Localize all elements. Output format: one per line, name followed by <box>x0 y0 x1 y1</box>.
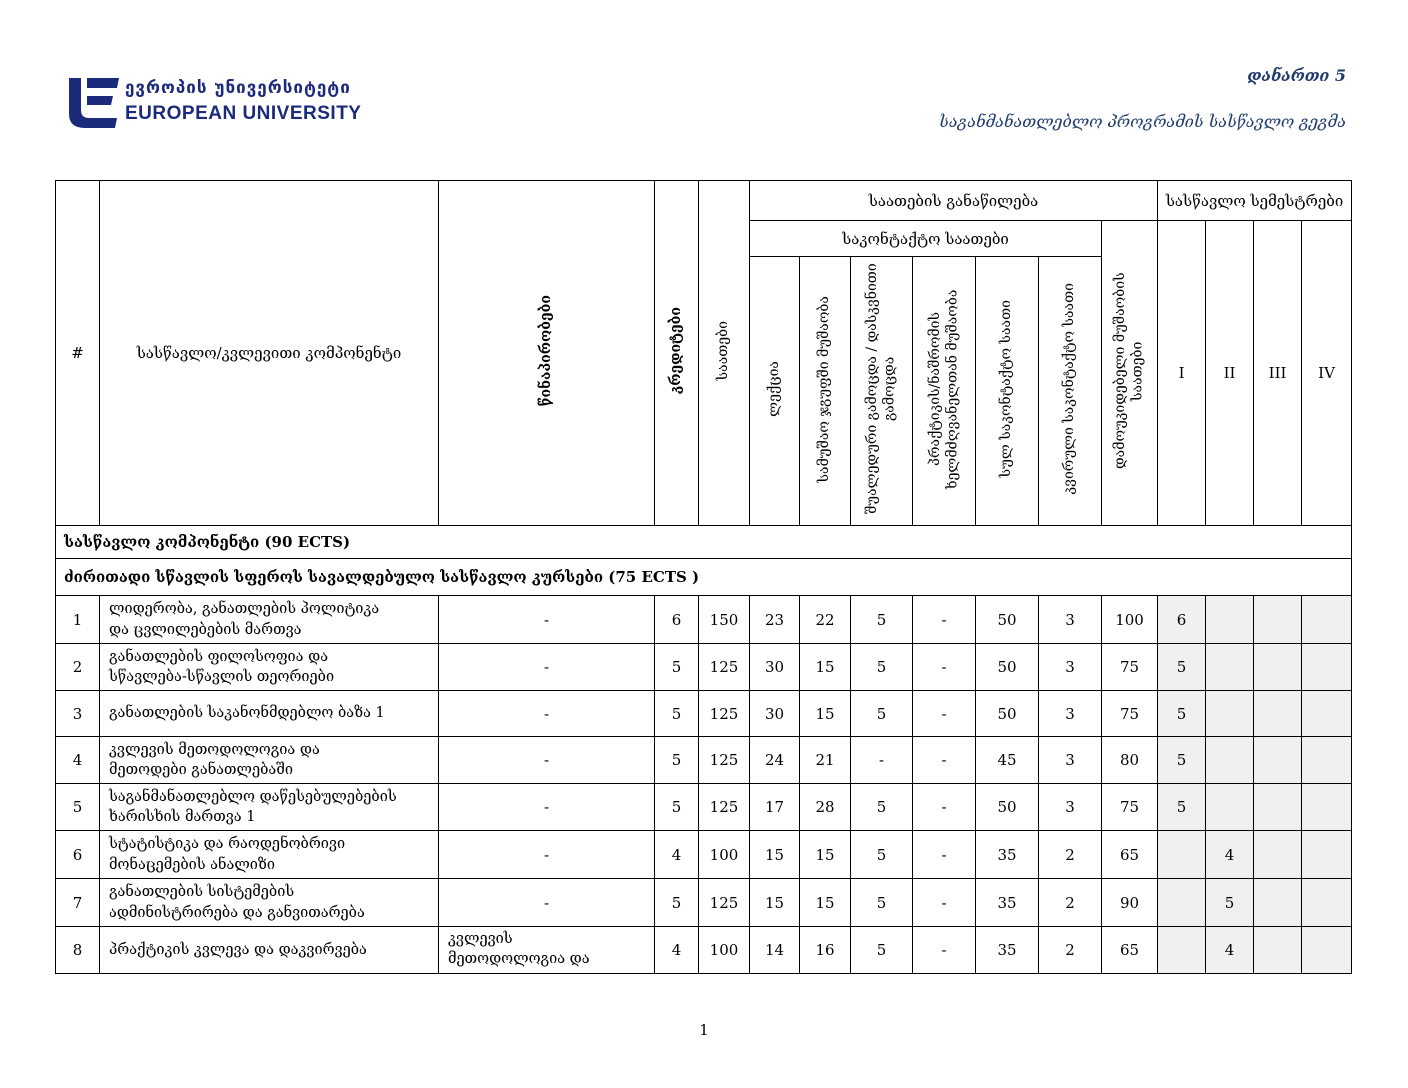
semester-cell <box>1302 691 1352 737</box>
course-name-line: განათლების საკანონმდებლო ბაზა 1 <box>109 705 385 722</box>
course-name-line: მეთოდები განათლებაში <box>109 762 293 778</box>
cell-hours: 125 <box>699 691 750 737</box>
table-row <box>56 879 1352 927</box>
section-label: სასწავლო კომპონენტი (90 ECTS) <box>56 526 1352 559</box>
header-lecture: ლექცია <box>750 257 800 526</box>
semester-cell <box>1302 644 1352 691</box>
header-hour-distribution: საათების განაწილება <box>750 181 1158 221</box>
cell-credits: 4 <box>655 831 699 879</box>
row-number: 6 <box>56 831 100 879</box>
cell-mid: 5 <box>851 927 913 974</box>
header-independent: დამოუკიდებელი მუშაობის საათები <box>1102 221 1158 526</box>
semester-cell <box>1302 737 1352 784</box>
semester-cell <box>1206 737 1254 784</box>
cell-ind: 75 <box>1102 644 1158 691</box>
prerequisite-line: - <box>543 658 550 676</box>
table-row <box>56 737 1352 784</box>
semester-cell: 4 <box>1206 927 1254 974</box>
prerequisite <box>439 784 655 831</box>
course-name <box>100 596 439 644</box>
table-row <box>56 644 1352 691</box>
cell-lec: 23 <box>750 596 800 644</box>
header-semester-4: IV <box>1302 221 1352 526</box>
semester-cell <box>1158 879 1206 927</box>
cell-fin: 3 <box>1039 784 1102 831</box>
cell-mid: 5 <box>851 784 913 831</box>
cell-sem: 16 <box>800 927 851 974</box>
course-name <box>100 927 439 974</box>
cell-sem: 22 <box>800 596 851 644</box>
cell-prac: - <box>913 831 976 879</box>
cell-sem: 21 <box>800 737 851 784</box>
cell-prac: - <box>913 596 976 644</box>
section-label: ძირითადი სწავლის სფეროს სავალდებულო სასწავლო კურსები (75 ECTS ) <box>56 559 1352 596</box>
header-number: # <box>56 181 100 526</box>
logo-text-georgian: ევროპის უნივერსიტეტი <box>125 78 351 98</box>
semester-cell <box>1254 879 1302 927</box>
semester-cell <box>1206 691 1254 737</box>
cell-ind: 65 <box>1102 927 1158 974</box>
course-name-line: სწავლება-სწავლის თეორიები <box>109 669 335 685</box>
cell-tot: 50 <box>976 644 1039 691</box>
cell-hours: 125 <box>699 784 750 831</box>
semester-cell <box>1254 927 1302 974</box>
cell-ind: 100 <box>1102 596 1158 644</box>
prerequisite <box>439 831 655 879</box>
cell-mid: 5 <box>851 879 913 927</box>
prerequisite-line: - <box>543 845 550 864</box>
header-midterm: შუალედური გამოცდა / დასკვნითი გამოცდა <box>851 257 913 526</box>
cell-mid: - <box>851 737 913 784</box>
prerequisite <box>439 644 655 691</box>
course-name <box>100 691 439 737</box>
cell-fin: 3 <box>1039 644 1102 691</box>
row-number: 4 <box>56 737 100 784</box>
semester-cell <box>1254 596 1302 644</box>
semester-cell <box>1254 644 1302 691</box>
semester-cell: 4 <box>1206 831 1254 879</box>
header-semester-1: I <box>1158 221 1206 526</box>
row-number: 2 <box>56 644 100 691</box>
cell-tot: 50 <box>976 691 1039 737</box>
course-name-line: სტატისტიკა და რაოდენობრივი <box>109 836 346 853</box>
logo-emblem-icon <box>59 74 121 130</box>
prerequisite-line: - <box>543 704 550 723</box>
cell-tot: 35 <box>976 831 1039 879</box>
semester-cell: 5 <box>1158 784 1206 831</box>
annex-label: დანართი 5 <box>1247 66 1346 85</box>
cell-prac: - <box>913 644 976 691</box>
cell-hours: 125 <box>699 737 750 784</box>
table-row <box>56 596 1352 644</box>
prerequisite <box>439 927 655 974</box>
semester-cell <box>1302 784 1352 831</box>
course-name <box>100 784 439 831</box>
prerequisite <box>439 879 655 927</box>
prerequisite-line: - <box>543 798 550 816</box>
logo-text-english: EUROPEAN UNIVERSITY <box>125 103 362 124</box>
semester-cell <box>1302 879 1352 927</box>
cell-prac: - <box>913 691 976 737</box>
course-name-line: ხარისხის მართვა 1 <box>109 809 256 825</box>
cell-tot: 50 <box>976 784 1039 831</box>
prerequisite-line: - <box>543 610 550 629</box>
semester-cell: 6 <box>1158 596 1206 644</box>
header-semester-2: II <box>1206 221 1254 526</box>
semester-cell <box>1206 784 1254 831</box>
cell-tot: 50 <box>976 596 1039 644</box>
course-name-line: განათლების სისტემების <box>109 884 295 901</box>
cell-lec: 15 <box>750 831 800 879</box>
semester-cell <box>1254 737 1302 784</box>
table-row <box>56 784 1352 831</box>
cell-prac: - <box>913 927 976 974</box>
cell-credits: 6 <box>655 596 699 644</box>
semester-cell: 5 <box>1206 879 1254 927</box>
cell-mid: 5 <box>851 644 913 691</box>
cell-lec: 14 <box>750 927 800 974</box>
row-number: 8 <box>56 927 100 974</box>
cell-ind: 90 <box>1102 879 1158 927</box>
course-name-line: და ცვლილებების მართვა <box>109 621 302 638</box>
cell-prac: - <box>913 784 976 831</box>
cell-hours: 100 <box>699 831 750 879</box>
university-logo <box>55 70 362 134</box>
cell-lec: 15 <box>750 879 800 927</box>
header-practical: პრაქტიკის/ნაშრომის ხელმძღვანელთან მუშაობა <box>913 257 976 526</box>
cell-fin: 2 <box>1039 831 1102 879</box>
course-name-line: კვლევის მეთოდოლოგია და <box>109 741 320 758</box>
prerequisite <box>439 596 655 644</box>
cell-sem: 28 <box>800 784 851 831</box>
row-number: 7 <box>56 879 100 927</box>
cell-credits: 5 <box>655 644 699 691</box>
header-component: სასწავლო/კვლევითი კომპონენტი <box>100 181 439 526</box>
course-name <box>100 644 439 691</box>
cell-credits: 5 <box>655 737 699 784</box>
cell-ind: 75 <box>1102 691 1158 737</box>
cell-ind: 65 <box>1102 831 1158 879</box>
cell-mid: 5 <box>851 596 913 644</box>
header-semesters: სასწავლო სემესტრები <box>1158 181 1352 221</box>
course-name-line: პრაქტიკის კვლევა და დაკვირვება <box>109 941 367 958</box>
course-name-line: მონაცემების ანალიზი <box>109 856 275 873</box>
cell-prac: - <box>913 737 976 784</box>
cell-lec: 17 <box>750 784 800 831</box>
prerequisite-line: - <box>543 751 550 769</box>
course-name-line: ლიდერობა, განათლების პოლიტიკა <box>109 601 380 618</box>
semester-cell <box>1206 596 1254 644</box>
cell-ind: 80 <box>1102 737 1158 784</box>
cell-mid: 5 <box>851 691 913 737</box>
cell-hours: 125 <box>699 644 750 691</box>
cell-tot: 45 <box>976 737 1039 784</box>
table-row <box>56 927 1352 974</box>
row-number: 3 <box>56 691 100 737</box>
semester-cell <box>1158 927 1206 974</box>
semester-cell <box>1302 927 1352 974</box>
cell-sem: 15 <box>800 644 851 691</box>
document-subtitle: საგანმანათლებლო პროგრამის სასწავლო გეგმა <box>939 112 1346 131</box>
semester-cell <box>1254 831 1302 879</box>
prerequisite-line: კვლევის <box>448 931 513 947</box>
row-number: 1 <box>56 596 100 644</box>
course-name <box>100 831 439 879</box>
cell-hours: 100 <box>699 927 750 974</box>
header-contact-hours: საკონტაქტო საათები <box>750 221 1102 257</box>
header-prerequisites: წინაპირობები <box>439 181 655 526</box>
semester-cell <box>1302 831 1352 879</box>
header-total-contact: სულ საკონტაქტო საათი <box>976 257 1039 526</box>
semester-cell <box>1254 691 1302 737</box>
cell-fin: 2 <box>1039 927 1102 974</box>
cell-fin: 2 <box>1039 879 1102 927</box>
cell-lec: 30 <box>750 691 800 737</box>
table-row <box>56 831 1352 879</box>
cell-sem: 15 <box>800 691 851 737</box>
prerequisite-line: - <box>543 893 550 912</box>
cell-tot: 35 <box>976 879 1039 927</box>
cell-credits: 5 <box>655 879 699 927</box>
course-name <box>100 737 439 784</box>
cell-credits: 5 <box>655 784 699 831</box>
semester-cell <box>1302 596 1352 644</box>
semester-cell <box>1254 784 1302 831</box>
header-final-contact: კვირული საკონტაქტო საათი <box>1039 257 1102 526</box>
semester-cell <box>1158 831 1206 879</box>
cell-credits: 4 <box>655 927 699 974</box>
semester-cell: 5 <box>1158 737 1206 784</box>
course-name <box>100 879 439 927</box>
row-number: 5 <box>56 784 100 831</box>
cell-lec: 24 <box>750 737 800 784</box>
cell-fin: 3 <box>1039 737 1102 784</box>
header-credits: კრედიტები <box>655 181 699 526</box>
cell-mid: 5 <box>851 831 913 879</box>
header-semester-3: III <box>1254 221 1302 526</box>
curriculum-table <box>55 180 1352 974</box>
course-name-line: განათლების ფილოსოფია და <box>109 648 329 665</box>
semester-cell <box>1206 644 1254 691</box>
prerequisite <box>439 737 655 784</box>
header-seminar: სამუშაო ჯგუფში მუშაობა <box>800 257 851 526</box>
cell-fin: 3 <box>1039 691 1102 737</box>
cell-hours: 150 <box>699 596 750 644</box>
cell-prac: - <box>913 879 976 927</box>
prerequisite-line: მეთოდოლოგია და <box>448 951 590 968</box>
cell-ind: 75 <box>1102 784 1158 831</box>
header-hours: საათები <box>699 181 750 526</box>
cell-fin: 3 <box>1039 596 1102 644</box>
cell-lec: 30 <box>750 644 800 691</box>
semester-cell: 5 <box>1158 644 1206 691</box>
course-name-line: საგანმანათლებლო დაწესებულებების <box>109 788 397 805</box>
cell-tot: 35 <box>976 927 1039 974</box>
cell-sem: 15 <box>800 831 851 879</box>
table-row <box>56 691 1352 737</box>
prerequisite <box>439 691 655 737</box>
course-name-line: ადმინისტრირება და განვითარება <box>109 904 365 921</box>
page-number: 1 <box>699 1021 709 1039</box>
cell-sem: 15 <box>800 879 851 927</box>
cell-hours: 125 <box>699 879 750 927</box>
semester-cell: 5 <box>1158 691 1206 737</box>
cell-credits: 5 <box>655 691 699 737</box>
